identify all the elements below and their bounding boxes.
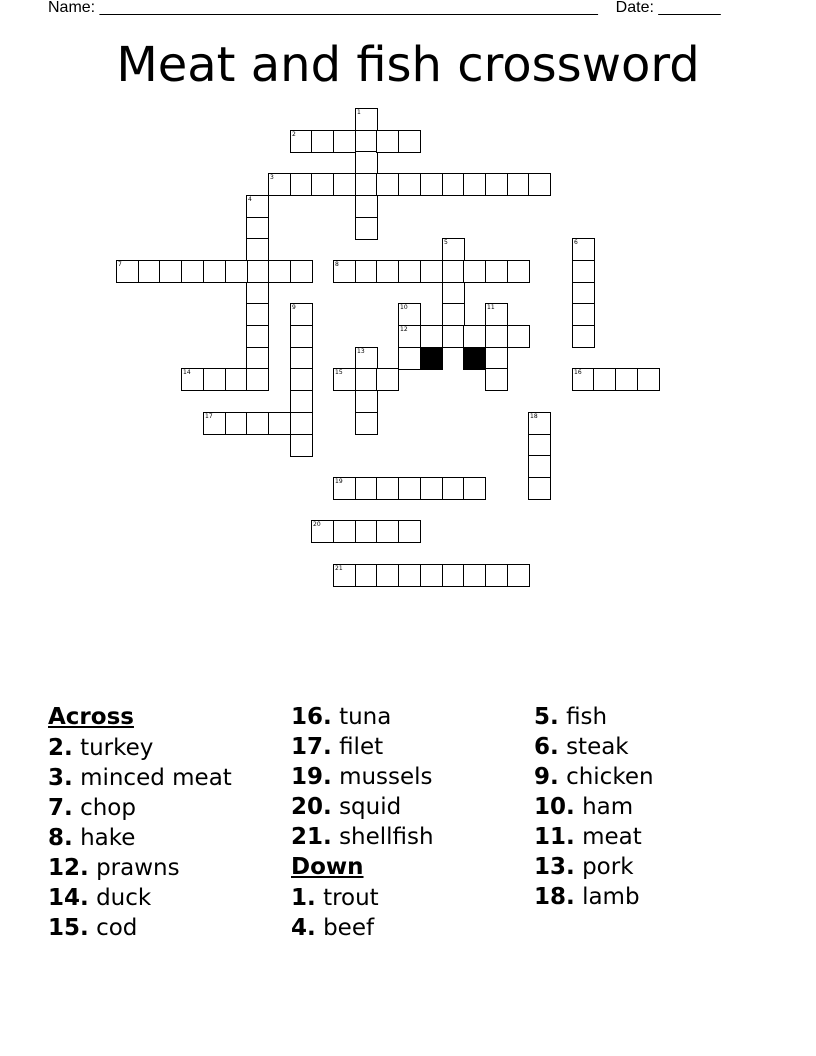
clue-number: 6. <box>534 734 559 760</box>
clue-text: fish <box>566 704 608 730</box>
clue-number: 5. <box>534 704 559 730</box>
grid-cell[interactable] <box>355 195 378 218</box>
grid-cell[interactable] <box>398 303 421 326</box>
grid-cell[interactable] <box>398 260 421 283</box>
grid-cell[interactable] <box>463 260 486 283</box>
grid-cell[interactable] <box>442 238 465 261</box>
grid-cell[interactable] <box>485 325 508 348</box>
clue-number: 20. <box>291 794 332 820</box>
grid-cell[interactable] <box>442 282 465 305</box>
clue-down-5 <box>534 702 769 732</box>
grid-cell[interactable] <box>355 173 378 196</box>
clue-number-label: 10 <box>400 304 408 311</box>
grid-cell[interactable] <box>246 217 269 240</box>
clue-down-6 <box>534 732 769 762</box>
clue-across-2 <box>48 733 283 763</box>
grid-cell[interactable] <box>246 412 269 435</box>
clue-down-18 <box>534 882 769 912</box>
clue-number-label: 18 <box>530 413 538 420</box>
grid-cell[interactable] <box>246 347 269 370</box>
grid-cell[interactable] <box>290 130 313 153</box>
grid-cell[interactable] <box>572 303 595 326</box>
clue-across-12 <box>48 853 283 883</box>
grid-cell[interactable] <box>138 260 161 283</box>
grid-cell[interactable] <box>485 368 508 391</box>
clue-number-label: 11 <box>487 304 495 311</box>
clue-text: chicken <box>566 764 654 790</box>
clue-text: meat <box>582 824 642 850</box>
grid-cell[interactable] <box>528 477 551 500</box>
grid-cell[interactable] <box>268 412 291 435</box>
across-heading: Across <box>48 704 134 730</box>
clue-down-13 <box>534 852 769 882</box>
grid-cell[interactable] <box>311 130 334 153</box>
grid-cell[interactable] <box>398 477 421 500</box>
clue-number: 21. <box>291 824 332 850</box>
grid-cell[interactable] <box>246 325 269 348</box>
clue-number-label: 6 <box>574 239 578 246</box>
black-square <box>420 347 443 370</box>
grid-cell[interactable] <box>311 173 334 196</box>
clue-number: 14. <box>48 885 89 911</box>
clue-text: beef <box>323 915 375 941</box>
clue-column-3 <box>534 702 769 912</box>
grid-cell[interactable] <box>485 173 508 196</box>
grid-cell[interactable] <box>333 564 356 587</box>
grid-cell[interactable] <box>398 173 421 196</box>
grid-cell[interactable] <box>355 260 378 283</box>
grid-cell[interactable] <box>420 173 443 196</box>
grid-cell[interactable] <box>398 325 421 348</box>
clue-text: mussels <box>339 764 433 790</box>
grid-cell[interactable] <box>290 412 313 435</box>
clue-text: hake <box>80 825 136 851</box>
clue-number-label: 13 <box>357 348 365 355</box>
grid-cell[interactable] <box>246 368 269 391</box>
grid-cell[interactable] <box>485 347 508 370</box>
grid-cell[interactable] <box>376 477 399 500</box>
grid-cell[interactable] <box>376 173 399 196</box>
grid-cell[interactable] <box>528 455 551 478</box>
grid-cell[interactable] <box>333 520 356 543</box>
grid-cell[interactable] <box>485 303 508 326</box>
grid-cell[interactable] <box>355 151 378 174</box>
grid-cell[interactable] <box>355 217 378 240</box>
grid-cell[interactable] <box>398 520 421 543</box>
grid-cell[interactable] <box>507 173 530 196</box>
grid-cell[interactable] <box>572 368 595 391</box>
clue-number: 4. <box>291 915 316 941</box>
clue-number: 12. <box>48 855 89 881</box>
clue-down-11 <box>534 822 769 852</box>
grid-cell[interactable] <box>572 282 595 305</box>
grid-cell[interactable] <box>463 173 486 196</box>
clue-number-label: 20 <box>313 521 321 528</box>
grid-cell[interactable] <box>398 130 421 153</box>
clue-number: 7. <box>48 795 73 821</box>
clue-down-9 <box>534 762 769 792</box>
grid-cell[interactable] <box>355 564 378 587</box>
grid-cell[interactable] <box>290 173 313 196</box>
grid-cell[interactable] <box>420 564 443 587</box>
clue-number-label: 21 <box>335 565 343 572</box>
grid-cell[interactable] <box>159 260 182 283</box>
clue-number: 19. <box>291 764 332 790</box>
clue-number-label: 5 <box>444 239 448 246</box>
grid-cell[interactable] <box>333 477 356 500</box>
grid-cell[interactable] <box>355 412 378 435</box>
grid-cell[interactable] <box>376 520 399 543</box>
clue-across-8 <box>48 823 283 853</box>
grid-cell[interactable] <box>290 434 313 457</box>
clue-number: 16. <box>291 704 332 730</box>
clue-text: tuna <box>339 704 392 730</box>
grid-cell[interactable] <box>442 477 465 500</box>
clue-across-7 <box>48 793 283 823</box>
grid-cell[interactable] <box>181 260 204 283</box>
grid-cell[interactable] <box>355 477 378 500</box>
grid-cell[interactable] <box>442 325 465 348</box>
grid-cell[interactable] <box>355 347 378 370</box>
grid-cell[interactable] <box>333 368 356 391</box>
grid-cell[interactable] <box>528 412 551 435</box>
clue-down-4 <box>291 913 526 943</box>
grid-cell[interactable] <box>528 434 551 457</box>
clue-text: chop <box>80 795 136 821</box>
grid-cell[interactable] <box>572 325 595 348</box>
clue-text: cod <box>96 915 138 941</box>
clue-across-20 <box>291 792 526 822</box>
grid-cell[interactable] <box>203 260 226 283</box>
grid-cell[interactable] <box>442 173 465 196</box>
grid-cell[interactable] <box>355 368 378 391</box>
clue-number-label: 7 <box>118 261 122 268</box>
clue-number-label: 17 <box>205 413 213 420</box>
clue-number: 11. <box>534 824 575 850</box>
grid-cell[interactable] <box>268 173 291 196</box>
clue-number: 15. <box>48 915 89 941</box>
grid-cell[interactable] <box>420 325 443 348</box>
grid-cell[interactable] <box>507 260 530 283</box>
grid-cell[interactable] <box>333 173 356 196</box>
clue-number-label: 2 <box>292 131 296 138</box>
grid-cell[interactable] <box>420 260 443 283</box>
clue-number-label: 8 <box>335 261 339 268</box>
clue-across-21 <box>291 822 526 852</box>
clue-text: minced meat <box>80 765 232 791</box>
clue-number-label: 4 <box>248 196 252 203</box>
clue-number: 2. <box>48 735 73 761</box>
grid-cell[interactable] <box>463 564 486 587</box>
clue-number-label: 12 <box>400 326 408 333</box>
clue-across-19 <box>291 762 526 792</box>
grid-cell[interactable] <box>246 260 269 283</box>
grid-cell[interactable] <box>246 238 269 261</box>
grid-cell[interactable] <box>246 282 269 305</box>
grid-cell[interactable] <box>463 325 486 348</box>
grid-cell[interactable] <box>572 238 595 261</box>
grid-cell[interactable] <box>333 260 356 283</box>
page-title: Meat and fish crossword <box>116 37 700 93</box>
grid-cell[interactable] <box>376 564 399 587</box>
grid-cell[interactable] <box>116 260 139 283</box>
grid-cell[interactable] <box>290 390 313 413</box>
grid-cell[interactable] <box>290 368 313 391</box>
clue-text: prawns <box>96 855 180 881</box>
clue-text: squid <box>339 794 402 820</box>
clue-number: 8. <box>48 825 73 851</box>
grid-cell[interactable] <box>355 130 378 153</box>
grid-cell[interactable] <box>181 368 204 391</box>
clue-number-label: 3 <box>270 174 274 181</box>
clue-text: lamb <box>582 884 640 910</box>
black-square <box>463 347 486 370</box>
grid-cell[interactable] <box>485 564 508 587</box>
clue-number-label: 14 <box>183 369 191 376</box>
grid-cell[interactable] <box>355 108 378 131</box>
clue-across-16 <box>291 702 526 732</box>
clue-across-14 <box>48 883 283 913</box>
grid-cell[interactable] <box>485 260 508 283</box>
clue-text: shellfish <box>339 824 434 850</box>
clue-number: 17. <box>291 734 332 760</box>
grid-cell[interactable] <box>507 564 530 587</box>
grid-cell[interactable] <box>203 368 226 391</box>
clue-number: 18. <box>534 884 575 910</box>
grid-cell[interactable] <box>376 260 399 283</box>
clue-text: trout <box>323 885 379 911</box>
clue-text: pork <box>582 854 634 880</box>
grid-cell[interactable] <box>420 477 443 500</box>
clue-across-3 <box>48 763 283 793</box>
grid-cell[interactable] <box>593 368 616 391</box>
clue-column-1 <box>48 702 283 943</box>
grid-cell[interactable] <box>376 130 399 153</box>
grid-cell[interactable] <box>442 260 465 283</box>
grid-cell[interactable] <box>572 260 595 283</box>
down-heading: Down <box>291 854 364 880</box>
grid-cell[interactable] <box>355 520 378 543</box>
clue-text: steak <box>566 734 629 760</box>
grid-cell[interactable] <box>290 260 313 283</box>
clue-number: 13. <box>534 854 575 880</box>
clue-number: 3. <box>48 765 73 791</box>
grid-cell[interactable] <box>637 368 660 391</box>
clue-text: turkey <box>80 735 154 761</box>
grid-cell[interactable] <box>463 477 486 500</box>
name-date-line: Name: ________________________________________________________ Date: _______ <box>48 0 721 16</box>
grid-cell[interactable] <box>246 303 269 326</box>
grid-cell[interactable] <box>311 520 334 543</box>
clue-down-1 <box>291 883 526 913</box>
grid-cell[interactable] <box>290 347 313 370</box>
grid-cell[interactable] <box>528 173 551 196</box>
grid-cell[interactable] <box>442 564 465 587</box>
grid-cell[interactable] <box>290 303 313 326</box>
clue-number: 9. <box>534 764 559 790</box>
clue-down-10 <box>534 792 769 822</box>
grid-cell[interactable] <box>225 412 248 435</box>
clue-text: ham <box>582 794 634 820</box>
clue-across-17 <box>291 732 526 762</box>
clue-number-label: 9 <box>292 304 296 311</box>
clue-text: duck <box>96 885 152 911</box>
grid-cell[interactable] <box>290 325 313 348</box>
clue-column-2 <box>291 702 526 943</box>
grid-cell[interactable] <box>268 260 291 283</box>
grid-cell[interactable] <box>355 390 378 413</box>
clue-number-label: 15 <box>335 369 343 376</box>
clue-number: 1. <box>291 885 316 911</box>
clue-across-15 <box>48 913 283 943</box>
grid-cell[interactable] <box>225 368 248 391</box>
clue-number: 10. <box>534 794 575 820</box>
grid-cell[interactable] <box>615 368 638 391</box>
grid-cell[interactable] <box>507 325 530 348</box>
grid-cell[interactable] <box>376 368 399 391</box>
clue-number-label: 1 <box>357 109 361 116</box>
crossword-grid <box>116 108 700 608</box>
grid-cell[interactable] <box>398 347 421 370</box>
clue-text: filet <box>339 734 384 760</box>
grid-cell[interactable] <box>225 260 248 283</box>
clue-number-label: 16 <box>574 369 582 376</box>
grid-cell[interactable] <box>442 303 465 326</box>
clue-number-label: 19 <box>335 478 343 485</box>
grid-cell[interactable] <box>203 412 226 435</box>
grid-cell[interactable] <box>246 195 269 218</box>
grid-cell[interactable] <box>333 130 356 153</box>
grid-cell[interactable] <box>398 564 421 587</box>
